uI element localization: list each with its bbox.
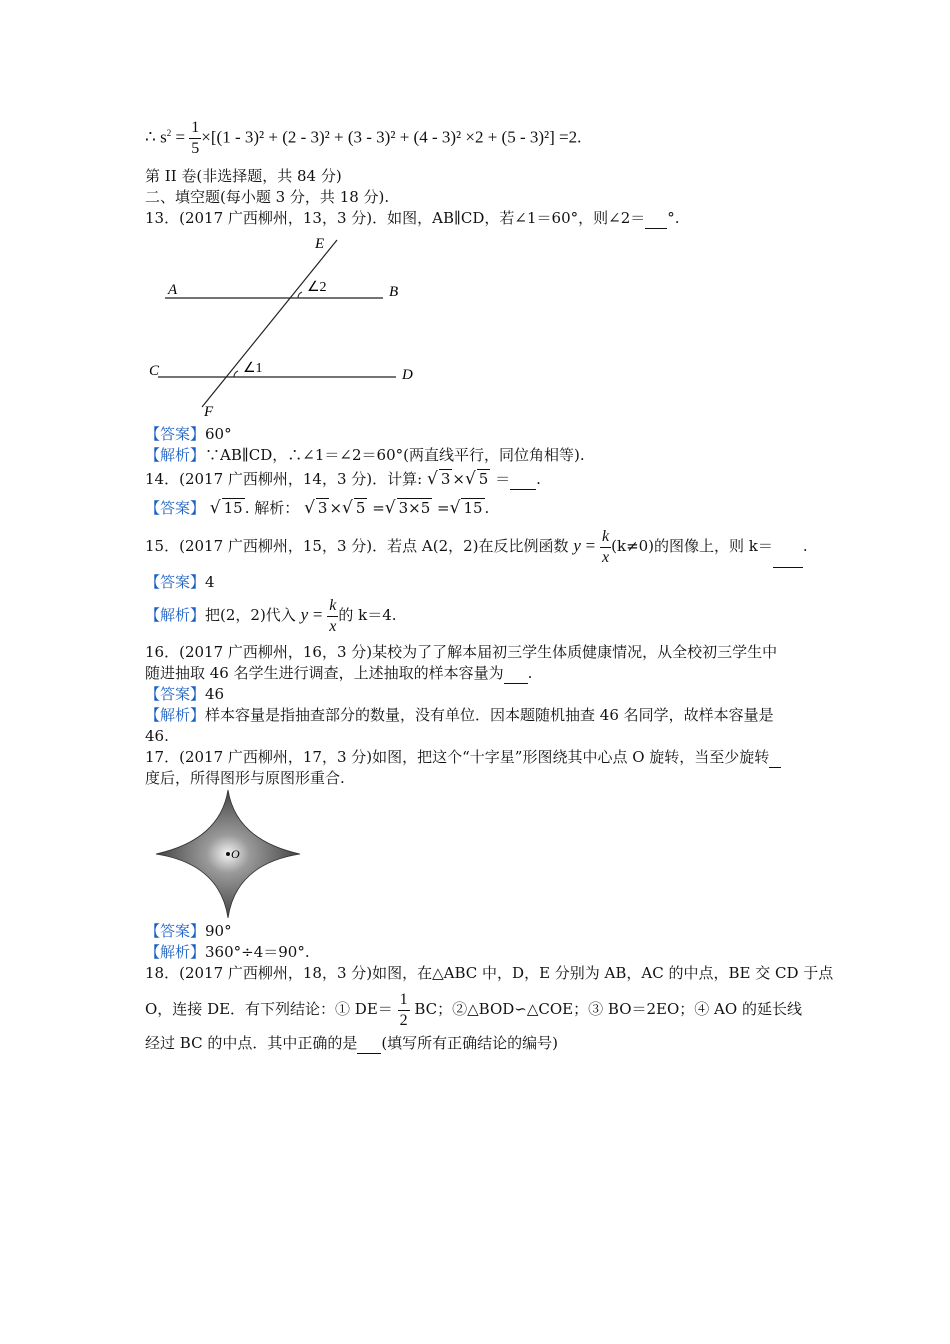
answer-value: 4 xyxy=(205,573,215,591)
label-angle1: ∠1 xyxy=(243,361,263,376)
answer-blank xyxy=(645,209,667,229)
question-18-line3 xyxy=(145,1034,558,1054)
fraction-k-over-x xyxy=(600,527,611,568)
q17-analysis xyxy=(145,943,310,962)
q17-line1-text: 17．(2017 广西柳州，17，3 分)如图，把这个“十字星”形图绕其中心点 O 旋转，当至少旋转 xyxy=(145,748,770,766)
question-18-line1: 18．(2017 广西柳州，18，3 分)如图，在△ABC 中，D，E 分别为 AB，AC 的中点，BE 交 CD 于点 xyxy=(145,964,834,982)
formula-eq: = xyxy=(175,127,186,147)
q18-line2-pre: O，连接 DE．有下列结论：① DE＝ xyxy=(145,1000,393,1018)
q15-analysis xyxy=(145,594,397,637)
analysis-text: 360°÷4＝90°. xyxy=(205,943,310,961)
label-f: F xyxy=(204,404,214,420)
cross-star-figure xyxy=(152,788,304,920)
formula-exp: 2 xyxy=(166,127,172,138)
analysis-tag: 【解析】 xyxy=(145,446,206,464)
answer-blank xyxy=(769,748,781,768)
answer-value: 46 xyxy=(205,685,225,703)
sqrt-5b: 5 xyxy=(355,499,366,517)
sqrt-15: 15 xyxy=(223,499,243,517)
formula-body: ×[(1 - 3)² + (2 - 3)² + (3 - 3)² + (4 - 3)² ×2 + (5 - 3)²] =2. xyxy=(201,127,582,147)
center-point xyxy=(226,852,230,856)
fraction-numerator: k xyxy=(600,527,611,548)
answer-tag: 【答案】 xyxy=(145,685,206,703)
analysis-tag: 【解析】 xyxy=(145,606,206,624)
analysis-text: 样本容量是指抽查部分的数量，没有单位．因本题随机抽查 46 名同学，故样本容量是 xyxy=(205,706,774,724)
label-angle2: ∠2 xyxy=(307,280,327,295)
fraction-denominator: x xyxy=(602,548,610,566)
label-c: C xyxy=(149,363,160,379)
question-16-line2 xyxy=(145,664,532,684)
angle2-arc xyxy=(298,292,302,298)
answer-value: 60° xyxy=(205,425,232,443)
q14-end2: . xyxy=(484,499,490,517)
q13-analysis xyxy=(145,446,585,465)
label-d: D xyxy=(402,367,413,383)
question-13-stem xyxy=(145,209,680,229)
fraction-denominator: 5 xyxy=(191,140,200,157)
section-title: 第 II 卷(非选择题，共 84 分) xyxy=(145,167,342,185)
q14-end: . xyxy=(536,470,541,488)
answer-value: 90° xyxy=(205,922,232,940)
sqrt-5: 5 xyxy=(478,470,489,488)
fraction-half xyxy=(398,990,410,1031)
answer-blank xyxy=(773,525,803,568)
question-17-line2: 度后，所得图形与原图形重合. xyxy=(145,769,345,787)
angle1-arc xyxy=(234,371,238,377)
analysis-word: . 解析： xyxy=(244,499,300,517)
sqrt-3: 3 xyxy=(440,470,451,488)
analysis-tag: 【解析】 xyxy=(145,706,206,724)
label-e: E xyxy=(315,236,325,252)
answer-blank xyxy=(504,664,528,684)
answer-tag: 【答案】 xyxy=(145,499,206,517)
q14-eq: ＝ xyxy=(495,470,511,488)
q14-stem-text: 14．(2017 广西柳州，14，3 分)．计算: xyxy=(145,470,423,488)
answer-tag: 【答案】 xyxy=(145,425,206,443)
transversal-ef xyxy=(202,240,337,407)
q16-analysis-line1 xyxy=(145,706,774,725)
q18-line3-text: 经过 BC 的中点．其中正确的是 xyxy=(145,1034,358,1052)
variance-formula xyxy=(145,118,581,159)
question-16-line1: 16．(2017 广西柳州，16，3 分)某校为了了解本届初三学生体质健康情况，从全校初三学生中 xyxy=(145,643,778,661)
answer-blank xyxy=(510,470,536,490)
formula-lhs: ∴ s xyxy=(145,127,167,147)
question-18-line2 xyxy=(145,988,802,1031)
q13-answer xyxy=(145,425,232,444)
fraction-numerator: 1 xyxy=(189,118,201,139)
question-15-stem xyxy=(145,525,808,568)
eq-sign: = xyxy=(585,536,596,555)
q15-condition: (k≠0)的图像上，则 k＝ xyxy=(611,537,773,555)
fraction-denominator: x xyxy=(329,617,337,635)
question-14-stem: 14．(2017 广西柳州，14，3 分)．计算: √ 3 ×√ 5 ＝ . xyxy=(145,469,541,489)
q18-line3-end: (填写所有正确结论的编号) xyxy=(381,1034,559,1052)
answer-tag: 【答案】 xyxy=(145,573,206,591)
q16-line2-text: 随进抽取 46 名学生进行调查，上述抽取的样本容量为 xyxy=(145,664,504,682)
section-subtitle: 二、填空题(每小题 3 分，共 18 分). xyxy=(145,188,390,206)
q16-answer xyxy=(145,685,224,704)
fraction-k-over-x xyxy=(327,596,338,637)
answer-blank xyxy=(357,1034,381,1054)
q18-line2-post: BC；②△BOD∽△COE；③ BO＝2EO；④ AO 的延长线 xyxy=(414,1000,802,1018)
var-y: y xyxy=(573,536,581,555)
fraction-numerator: k xyxy=(327,596,338,617)
q16-analysis-line2: 46. xyxy=(145,727,169,745)
analysis-pre: 把(2，2)代入 xyxy=(205,606,296,624)
q16-end: . xyxy=(527,664,533,682)
q13-stem-end: °. xyxy=(667,209,680,227)
fraction-denominator: 2 xyxy=(399,1011,408,1029)
q15-answer xyxy=(145,573,215,592)
analysis-post: 的 k＝4. xyxy=(338,606,397,624)
analysis-text: ∵AB∥CD，∴∠1＝∠2＝60°(两直线平行，同位角相等). xyxy=(205,446,585,464)
q14-answer: 【答案】 √ 15 . 解析： √ 3 ×√ 5 =√ 3×5 =√ 15 . xyxy=(145,498,490,518)
sqrt-15b: 15 xyxy=(463,499,483,517)
question-17-line1 xyxy=(145,748,781,768)
q17-answer xyxy=(145,922,232,941)
fraction-numerator: 1 xyxy=(398,990,410,1011)
q15-end: . xyxy=(802,537,808,555)
var-y: y xyxy=(300,605,309,624)
answer-tag: 【答案】 xyxy=(145,922,206,940)
label-a: A xyxy=(168,282,178,298)
formula-fraction xyxy=(189,118,201,159)
q15-stem-text: 15．(2017 广西柳州，15，3 分)．若点 A(2，2)在反比例函数 xyxy=(145,537,569,555)
label-o: O xyxy=(231,847,240,861)
analysis-tag: 【解析】 xyxy=(145,943,206,961)
sqrt-3b: 3 xyxy=(317,499,328,517)
eq-sign: = xyxy=(312,605,323,624)
parallel-lines-figure xyxy=(140,232,430,422)
sqrt-3x5: 3×5 xyxy=(398,499,431,517)
label-b: B xyxy=(389,284,399,300)
q13-stem-text: 13．(2017 广西柳州，13，3 分)．如图，AB∥CD，若∠1＝60°，则∠2＝ xyxy=(145,209,646,227)
